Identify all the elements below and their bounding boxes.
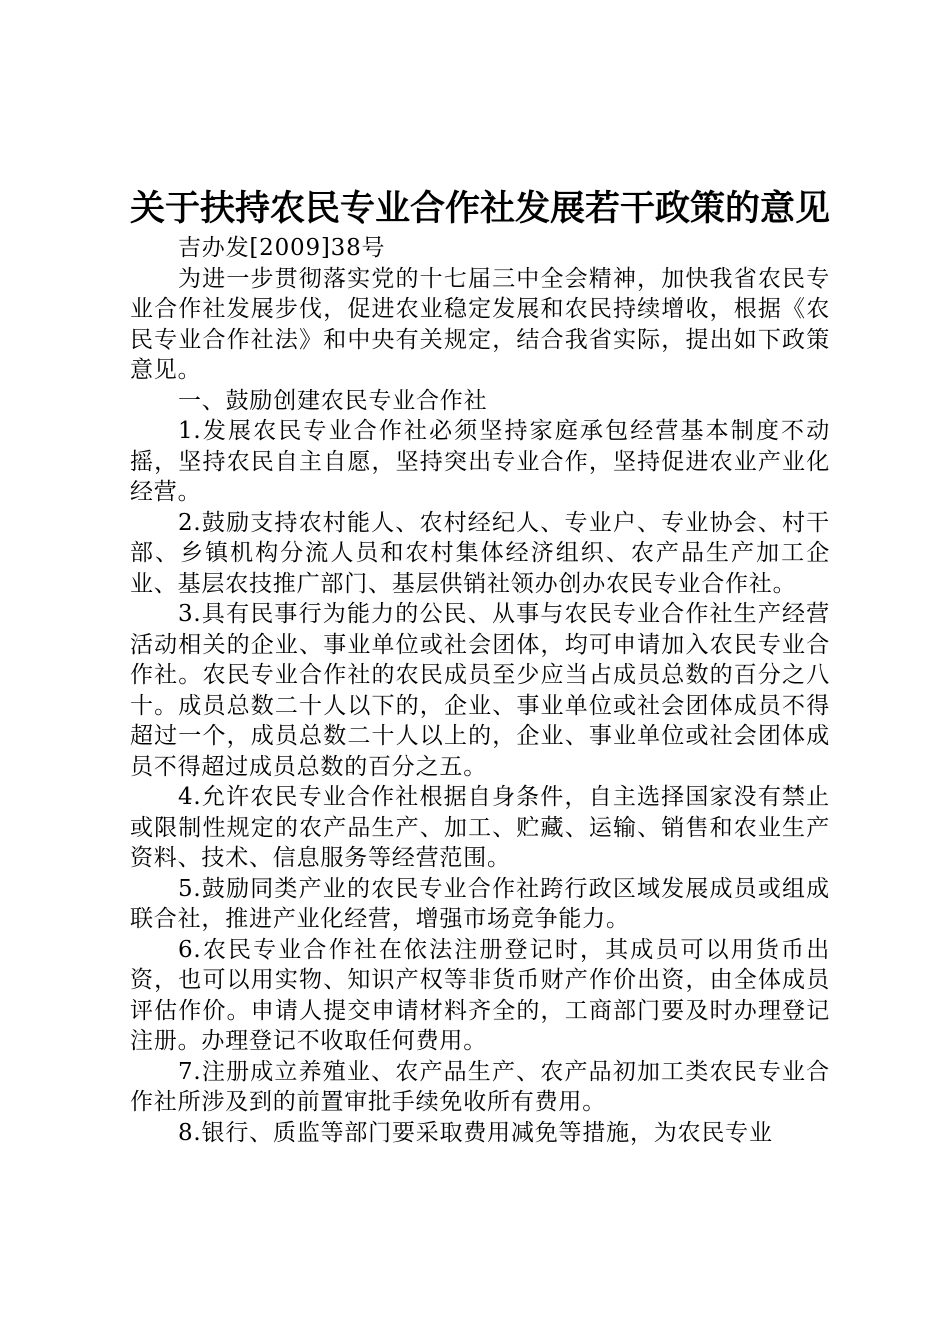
paragraph-item-4: 4.允许农民专业合作社根据自身条件，自主选择国家没有禁止或限制性规定的农产品生产、加工、贮藏、运输、销售和农业生产资料、技术、信息服务等经营范围。 <box>130 784 830 871</box>
document-body <box>130 233 830 1148</box>
paragraph-item-5: 5.鼓励同类产业的农民专业合作社跨行政区域发展成员或组成联合社，推进产业化经营，增强市场竞争能力。 <box>130 875 830 932</box>
doc-number: 吉办发[2009]38号 <box>178 235 386 261</box>
paragraph-item-6: 6.农民专业合作社在依法注册登记时，其成员可以用货币出资，也可以用实物、知识产权等非货币财产作价出资，由全体成员评估作价。申请人提交申请材料齐全的，工商部门要及时办理登记注册。办理登记不收取任何费用。 <box>130 936 830 1054</box>
paragraph-intro: 为进一步贯彻落实党的十七届三中全会精神，加快我省农民专业合作社发展步伐，促进农业稳定发展和农民持续增收，根据《农民专业合作社法》和中央有关规定，结合我省实际，提出如下政策意见。 <box>130 265 830 383</box>
paragraph-item-7: 7.注册成立养殖业、农产品生产、农产品初加工类农民专业合作社所涉及到的前置审批手续免收所有费用。 <box>130 1058 830 1115</box>
paragraph-item-8: 8.银行、质监等部门要采取费用减免等措施，为农民专业 <box>178 1119 773 1146</box>
paragraph-item-2: 2.鼓励支持农村能人、农村经纪人、专业户、专业协会、村干部、乡镇机构分流人员和农村集体经济组织、农产品生产加工企业、基层农技推广部门、基层供销社领办创办农民专业合作社。 <box>130 509 830 597</box>
paragraph-item-3: 3.具有民事行为能力的公民、从事与农民专业合作社生产经营活动相关的企业、事业单位或社会团体，均可申请加入农民专业合作社。农民专业合作社的农民成员至少应当占成员总数的百分之八十。成员总数二十人以下的，企业、事业单位或社会团体成员不得超过一个，成员总数二十人以上的，企业、事业单位或社会团体成员不得超过成员总数的百分之五。 <box>130 601 830 780</box>
section-heading-1: 一、鼓励创建农民专业合作社 <box>178 387 488 414</box>
document-title: 关于扶持农民专业合作社发展若干政策的意见 <box>130 189 831 229</box>
paragraph-item-1: 1.发展农民专业合作社必须坚持家庭承包经营基本制度不动摇，坚持农民自主自愿，坚持突出专业合作，坚持促进农业产业化经营。 <box>130 418 830 505</box>
